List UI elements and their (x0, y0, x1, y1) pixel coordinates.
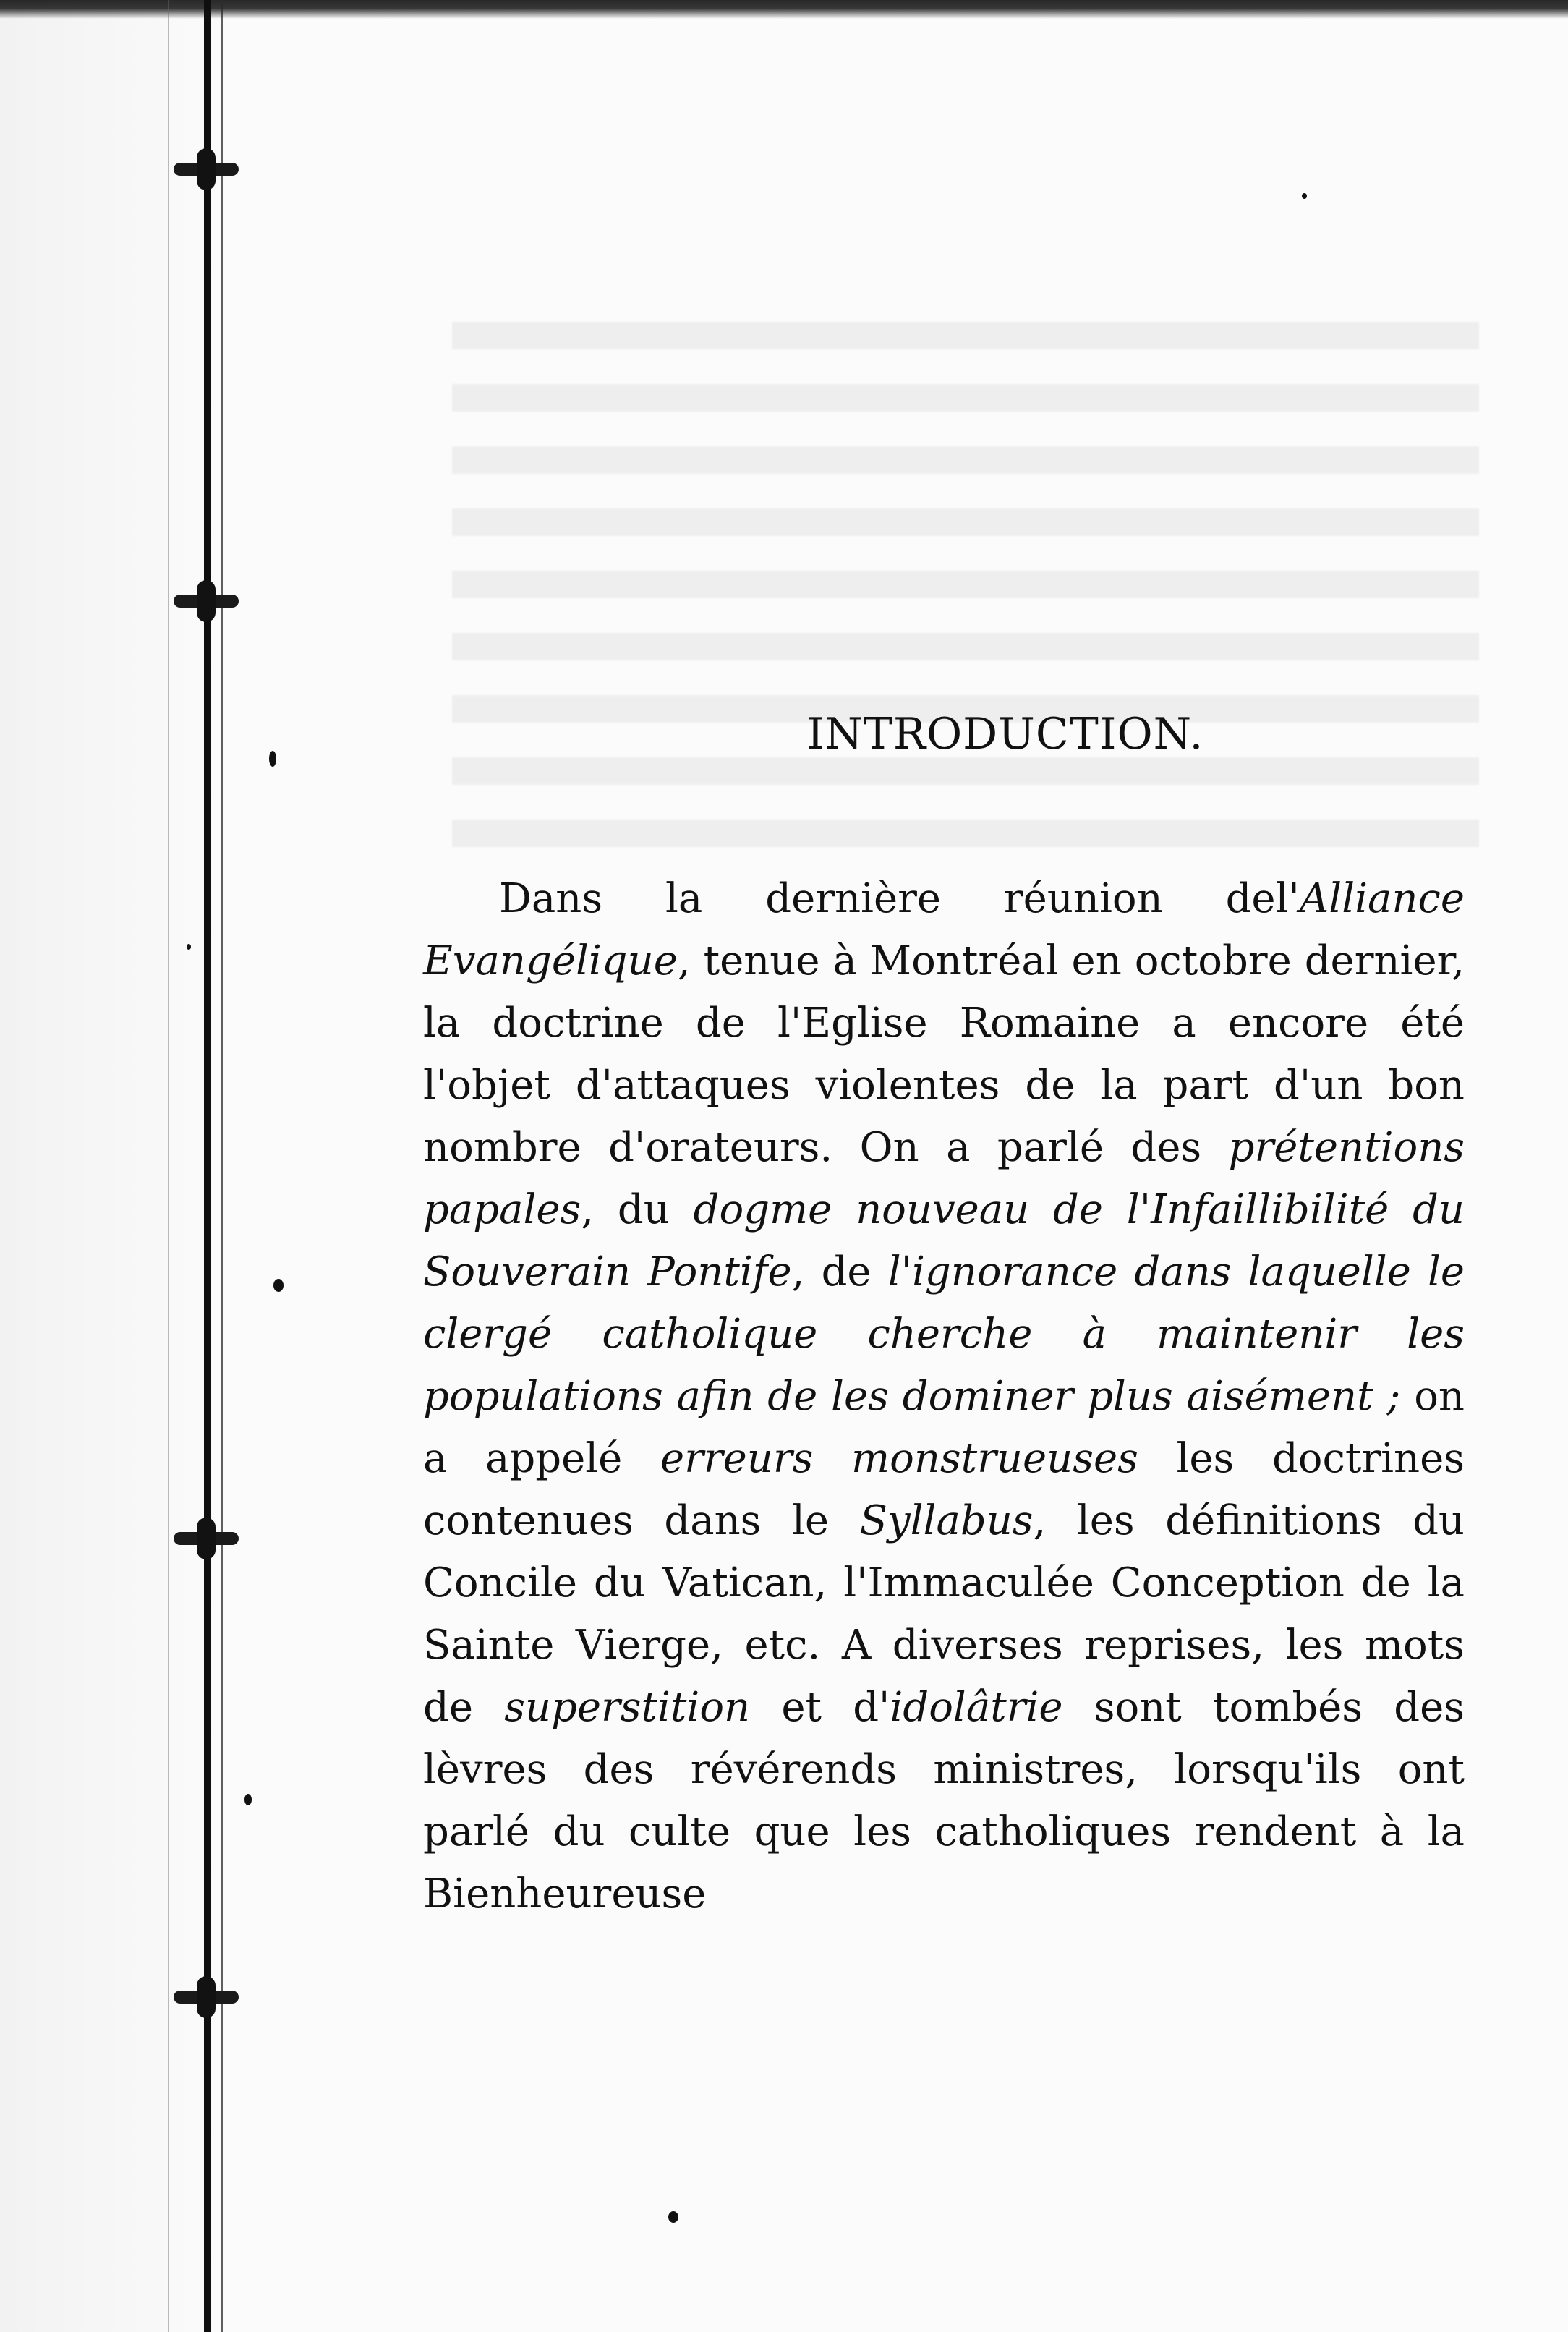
text-run: Dans la dernière réunion del' (499, 875, 1300, 922)
text-run: , les définitions du Concile du Vatican, l'Immaculée Conception de la Sainte Vierge, etc. A diverses reprises, les mots de (423, 1497, 1465, 1731)
ink-speck (187, 944, 191, 950)
italic-text-run: prétentions papales (423, 1124, 1465, 1233)
ink-speck (1302, 193, 1307, 199)
binding-staple-icon (174, 595, 239, 608)
italic-text-run: idolâtrie (890, 1684, 1063, 1731)
ink-speck (668, 2211, 678, 2223)
page-gutter (0, 0, 224, 2332)
italic-text-run: erreurs monstrueuses (660, 1435, 1138, 1482)
ink-speck (244, 1794, 252, 1805)
binding-inner-edge (221, 0, 223, 2332)
text-run: , tenue à Montréal en octobre dernier, la doctrine de l'Eglise Romaine a encore été l'objet d'attaques violentes de la part d'un bon nombre d'orateurs. On a parlé des (423, 937, 1465, 1171)
italic-text-run: Alliance Evangélique (423, 875, 1465, 984)
italic-text-run: dogme nouveau de l'Infaillibilité du Souverain Pontife (423, 1186, 1465, 1295)
binding-staple-icon (174, 1991, 239, 2004)
page-content (423, 709, 1465, 1925)
ink-speck (273, 1279, 284, 1292)
italic-text-run: Syllabus (859, 1497, 1034, 1544)
text-run: les doctrines contenues dans le (423, 1435, 1465, 1544)
binding-staple-icon (174, 163, 239, 176)
text-run: et d' (750, 1684, 890, 1731)
binding-edge-faint (168, 0, 169, 2332)
ink-speck (269, 751, 276, 767)
italic-text-run: superstition (504, 1684, 751, 1731)
text-run: on a appelé (423, 1373, 1465, 1482)
top-scan-edge (0, 0, 1568, 19)
italic-text-run: l'ignorance dans laquelle le clergé catholique cherche à maintenir les populations afin de les dominer plus aisément ; (423, 1248, 1465, 1420)
chapter-heading: INTRODUCTION. (806, 709, 1204, 759)
binding-staple-icon (174, 1532, 239, 1545)
text-run: sont tombés des lèvres des révérends ministres, lorsqu'ils ont parlé du culte que les catholiques rendent à la Bienheureuse (423, 1684, 1465, 1918)
text-run: , de (791, 1248, 888, 1295)
text-run: , du (581, 1186, 694, 1233)
body-paragraph (423, 868, 1465, 1925)
